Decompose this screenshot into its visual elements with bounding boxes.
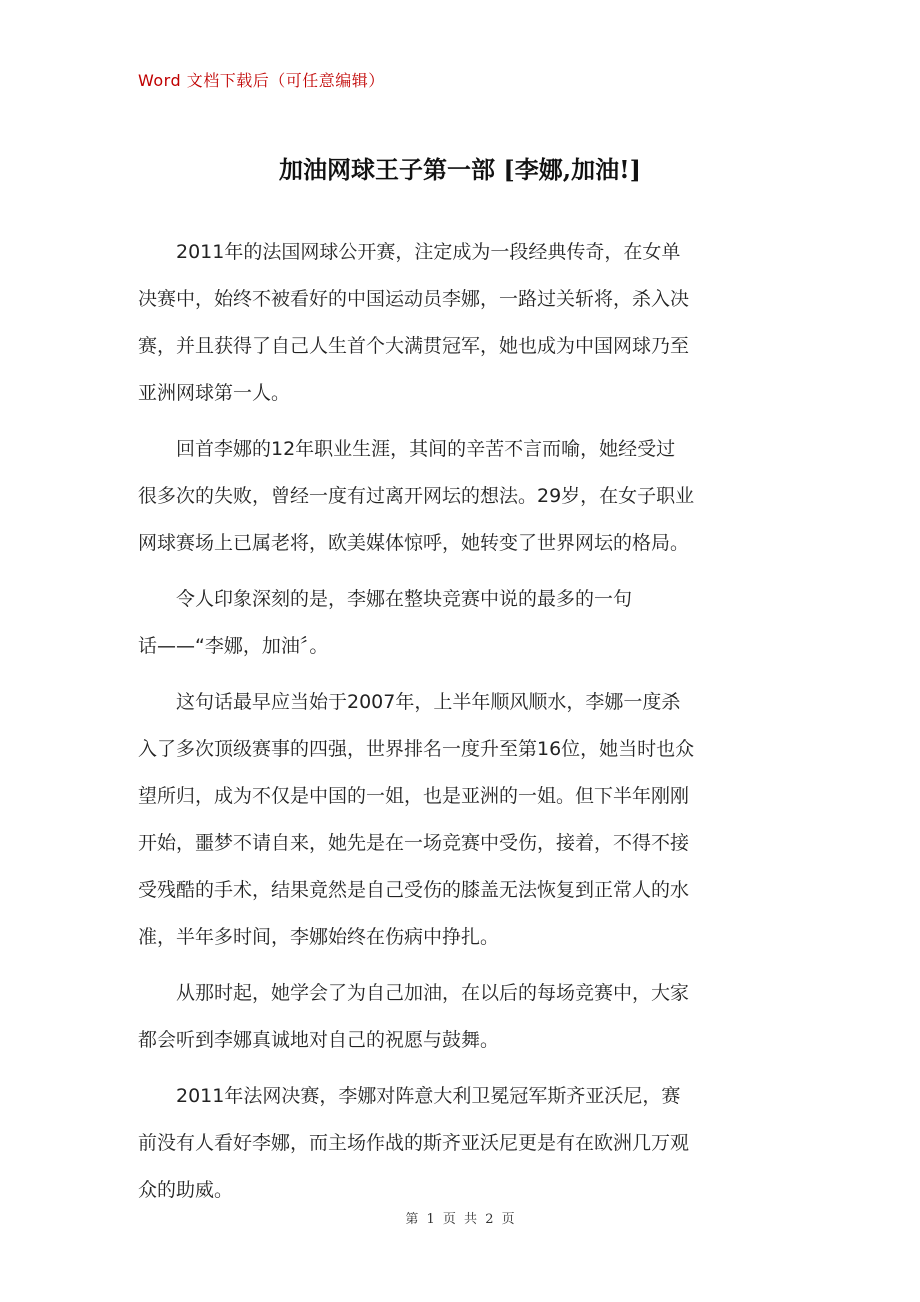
- header-note: Word 文档下载后（可任意编辑）: [138, 71, 385, 90]
- paragraph-6: 2011年法网决赛，李娜对阵意大利卫冕冠军斯齐亚沃尼，赛 前没有人看好李娜，而主场作战的斯齐亚沃尼更是有在欧洲几万观 众的助威。: [138, 1085, 690, 1201]
- page-footer: 第 1 页 共 2 页: [405, 1212, 515, 1227]
- document-body: [138, 229, 778, 1223]
- paragraph-2: 回首李娜的12年职业生涯，其间的辛苦不言而喻，她经受过 很多次的失败，曾经一度有过离开网坛的想法。29岁，在女子职业 网球赛场上已属老将，欧美媒体惊呼，她转变了世界网坛的格局。: [138, 438, 695, 554]
- document-title: 加油网球王子第一部 [李娜,加油!]: [279, 155, 641, 184]
- paragraph-3: 令人印象深刻的是，李娜在整块竞赛中说的最多的一句 话——“李娜，加油〞。: [138, 588, 633, 657]
- paragraph-1: 2011年的法国网球公开赛，注定成为一段经典传奇，在女单 决赛中，始终不被看好的中国运动员李娜，一路过关斩将，杀入决 赛，并且获得了自己人生首个大满贯冠军，她也成为中国网球乃至 亚洲网球第一人。: [138, 241, 690, 404]
- paragraph-4: 这句话最早应当始于2007年，上半年顺风顺水，李娜一度杀 入了多次顶级赛事的四强，世界排名一度升至第16位，她当时也众 望所归，成为不仅是中国的一姐，也是亚洲的一姐。但下半年刚刚 开始，噩梦不请自来，她先是在一场竞赛中受伤，接着，不得不接 受残酷的手术，结果竟然是自己受伤的膝盖无法恢复到正常人的水 准，半年多时间，李娜始终在伤病中挣扎。: [138, 691, 695, 948]
- paragraph-5: 从那时起，她学会了为自己加油，在以后的每场竞赛中，大家 都会听到李娜真诚地对自己的祝愿与鼓舞。: [138, 982, 690, 1051]
